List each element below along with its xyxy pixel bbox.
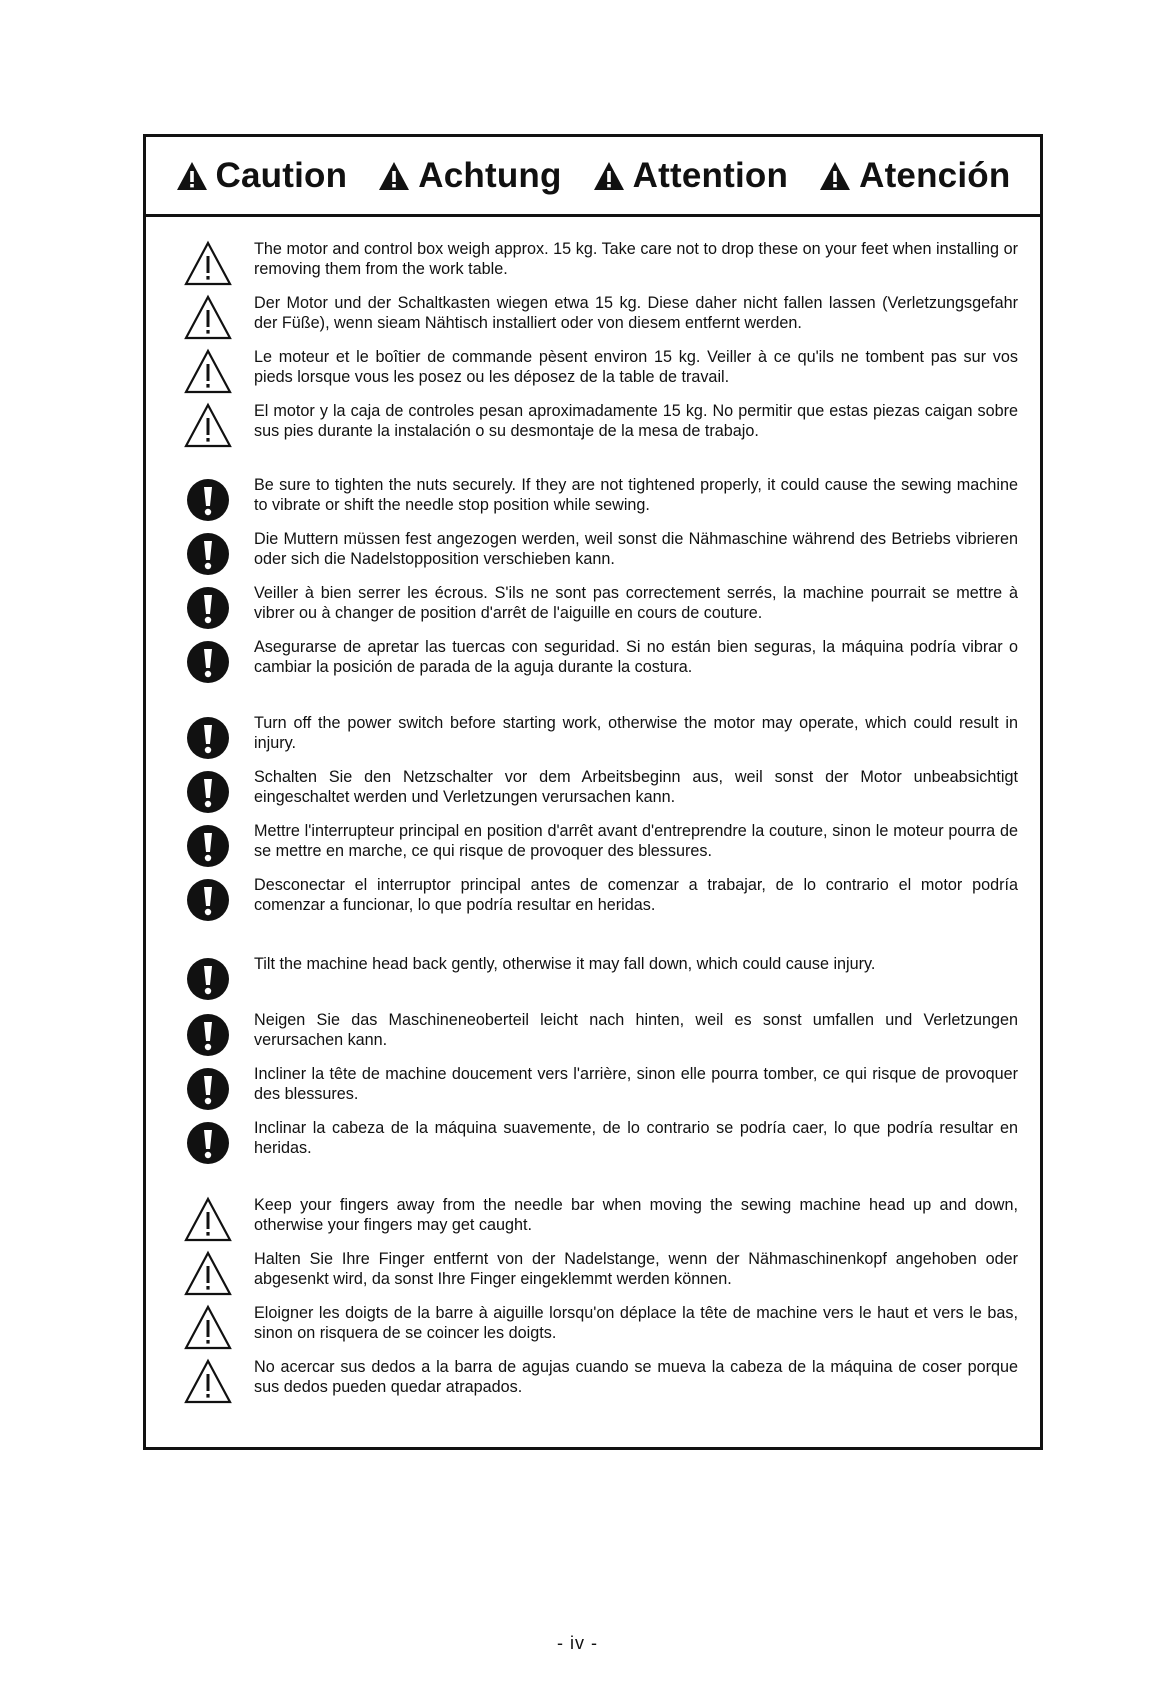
caution-triangle-icon: [183, 1195, 233, 1245]
mandatory-exclamation-icon: [183, 713, 233, 763]
warning-text: Veiller à bien serrer les écrous. S'ils ne sont pas correctement serrés, la machine pourrait se mettre à vibrer ou à changer de position d'arrêt de l'aiguille en cours de couture.: [254, 584, 1018, 622]
warning-entry-es: [146, 1118, 1040, 1164]
caution-triangle-icon: [183, 239, 233, 289]
header-atencion: [819, 156, 1010, 196]
warning-triangle-icon: [593, 161, 625, 191]
caution-triangle-icon: [183, 1357, 233, 1407]
header-label: Caution: [215, 155, 348, 195]
warning-entry-en: [146, 239, 1040, 285]
caution-triangle-icon: [183, 293, 233, 343]
warning-text: Eloigner les doigts de la barre à aiguille lorsqu'on déplace la tête de machine vers le haut et vers le bas, sinon on risquera de se coincer les doigts.: [254, 1304, 1018, 1342]
header-caution: [176, 156, 348, 196]
warning-text: Asegurarse de apretar las tuercas con seguridad. Si no están bien seguras, la máquina podría vibrar o cambiar la posición de parada de la aguja durante la costura.: [254, 638, 1018, 676]
mandatory-exclamation-icon: [183, 1010, 233, 1060]
warning-text: Tilt the machine head back gently, otherwise it may fall down, which could cause injury.: [254, 955, 876, 973]
mandatory-exclamation-icon: [183, 475, 233, 525]
warning-text: Die Muttern müssen fest angezogen werden, weil sonst die Nähmaschine während des Betriebs vibrieren oder sich die Nadelstopposition verschieben kann.: [254, 530, 1018, 568]
warning-text: El motor y la caja de controles pesan aproximadamente 15 kg. No permitir que estas piezas caigan sobre sus pies durante la instalación o su desmontaje de la mesa de trabajo.: [254, 402, 1018, 440]
warning-triangle-icon: [176, 161, 208, 191]
safety-notice-frame: [143, 134, 1043, 1450]
mandatory-exclamation-icon: [183, 1118, 233, 1168]
header-label: Atención: [859, 155, 1011, 195]
warning-entry-fr: [146, 583, 1040, 629]
warning-entry-fr: [146, 821, 1040, 867]
warning-entry-de: [146, 1010, 1040, 1056]
mandatory-exclamation-icon: [183, 637, 233, 687]
warning-text: Incliner la tête de machine doucement vers l'arrière, sinon elle pourra tomber, ce qui risque de provoquer des blessures.: [254, 1065, 1018, 1103]
warning-entry-es: [146, 1357, 1040, 1403]
caution-triangle-icon: [183, 1249, 233, 1299]
warning-text: No acercar sus dedos a la barra de agujas cuando se mueva la cabeza de la máquina de coser porque sus dedos pueden quedar atrapados.: [254, 1358, 1018, 1396]
warning-text: Der Motor und der Schaltkasten wiegen etwa 15 kg. Diese daher nicht fallen lassen (Verletzungsgefahr der Füße), wenn sieam Nähtisch installiert oder von diesem entfernt werden.: [254, 294, 1018, 332]
warning-entry-de: [146, 1249, 1040, 1295]
warning-entry-fr: [146, 1303, 1040, 1349]
warning-text: Neigen Sie das Maschineneoberteil leicht nach hinten, weil es sonst umfallen und Verletzungen verursachen kann.: [254, 1011, 1018, 1049]
mandatory-exclamation-icon: [183, 875, 233, 925]
warning-entry-de: [146, 529, 1040, 575]
warning-text: Halten Sie Ihre Finger entfernt von der Nadelstange, wenn der Nähmaschinenkopf angehoben oder abgesenkt wird, da sonst Ihre Finger eingeklemmt werden können.: [254, 1250, 1018, 1288]
caution-triangle-icon: [183, 347, 233, 397]
warning-entry-es: [146, 637, 1040, 683]
warning-text: Be sure to tighten the nuts securely. If they are not tightened properly, it could cause the sewing machine to vibrate or shift the needle stop position while sewing.: [254, 476, 1018, 514]
warning-text: Turn off the power switch before starting work, otherwise the motor may operate, which could result in injury.: [254, 714, 1018, 752]
warning-entry-de: [146, 767, 1040, 813]
warning-entry-fr: [146, 347, 1040, 393]
mandatory-exclamation-icon: [183, 821, 233, 871]
warning-entry-en: [146, 1195, 1040, 1241]
header-attention: [593, 156, 788, 196]
caution-triangle-icon: [183, 401, 233, 451]
mandatory-exclamation-icon: [183, 954, 233, 1004]
notice-header: [146, 137, 1040, 217]
mandatory-exclamation-icon: [183, 583, 233, 633]
warning-entry-fr: [146, 1064, 1040, 1110]
warning-text: Desconectar el interruptor principal antes de comenzar a trabajar, de lo contrario el motor podría comenzar a funcionar, lo que podría resultar en heridas.: [254, 876, 1018, 914]
warning-text: Schalten Sie den Netzschalter vor dem Arbeitsbeginn aus, weil sonst der Motor unbeabsichtigt eingeschaltet werden und Verletzungen verursachen kann.: [254, 768, 1018, 806]
warning-text: Le moteur et le boîtier de commande pèsent environ 15 kg. Veiller à ce qu'ils ne tombent pas sur vos pieds lorsque vous les posez ou les déposez de la table de travail.: [254, 348, 1018, 386]
header-achtung: [378, 156, 561, 196]
page-number: - iv -: [557, 1633, 598, 1653]
warning-entry-en: [146, 954, 1040, 1000]
mandatory-exclamation-icon: [183, 767, 233, 817]
warning-text: Keep your fingers away from the needle bar when moving the sewing machine head up and down, otherwise your fingers may get caught.: [254, 1196, 1018, 1234]
mandatory-exclamation-icon: [183, 529, 233, 579]
header-label: Achtung: [418, 155, 562, 195]
warning-entry-de: [146, 293, 1040, 339]
warning-triangle-icon: [378, 161, 410, 191]
warning-text: Mettre l'interrupteur principal en position d'arrêt avant d'entreprendre la couture, sinon le moteur pourra de se mettre en marche, ce qui risque de provoquer des blessures.: [254, 822, 1018, 860]
warning-entry-en: [146, 475, 1040, 521]
warning-entry-es: [146, 875, 1040, 921]
warning-text: The motor and control box weigh approx. 15 kg. Take care not to drop these on your feet when installing or removing them from the work table.: [254, 240, 1018, 278]
warning-entry-en: [146, 713, 1040, 759]
warning-triangle-icon: [819, 161, 851, 191]
caution-triangle-icon: [183, 1303, 233, 1353]
warning-text: Inclinar la cabeza de la máquina suavemente, de lo contrario se podría caer, lo que podría resultar en heridas.: [254, 1119, 1018, 1157]
warning-entry-es: [146, 401, 1040, 447]
mandatory-exclamation-icon: [183, 1064, 233, 1114]
header-label: Attention: [632, 155, 789, 195]
